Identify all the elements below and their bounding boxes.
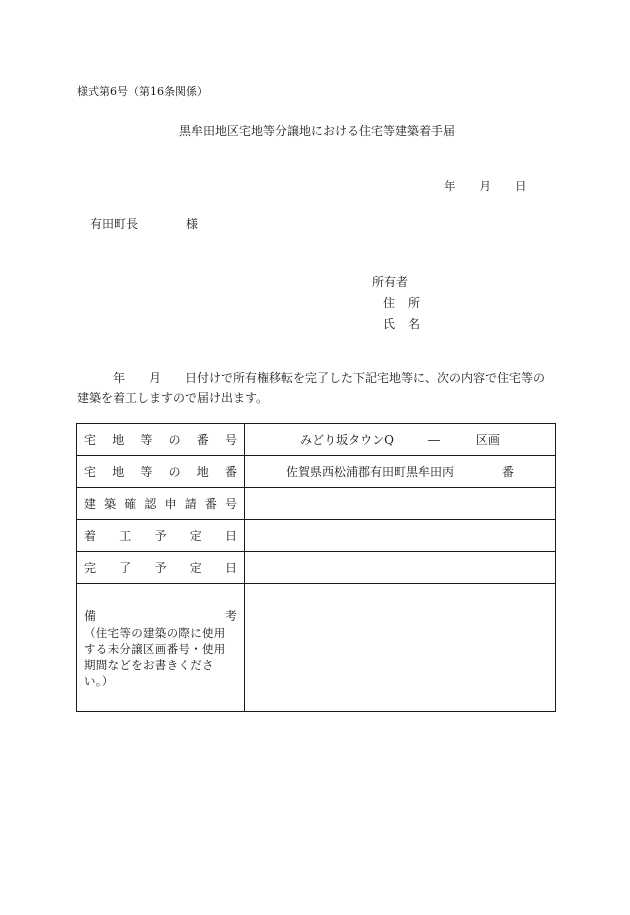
date-year: 年 [444,179,456,193]
owner-block [372,276,420,339]
table-row-remarks [77,584,556,712]
lot-number-field[interactable]: みどり坂タウンQ ― 区画 [245,424,556,456]
body-sentence: 日付けで所有権移転を完了した下記宅地等に、次の内容で住宅等の建築を着工しますので届け出ます。 [77,371,546,405]
row-label: 建 築 確 認 申 請 番 号 [77,488,245,520]
date-day: 日 [515,179,527,193]
date-month: 月 [479,179,491,193]
permit-number-field[interactable] [245,488,556,520]
row-label: 宅 地 等 の 番 号 [77,424,245,456]
notification-table [76,423,556,712]
remarks-field[interactable] [245,584,556,712]
table-row [77,456,556,488]
remarks-label: 備 考 （住宅等の建築の際に使用する未分譲区画番号・使用期間などをお書きください。） [77,584,245,712]
body-text [77,368,555,408]
table-row [77,488,556,520]
owner-address: 住 所 [383,296,421,310]
table-row [77,424,556,456]
row-label: 着 工 予 定 日 [77,520,245,552]
remarks-note: （住宅等の建築の際に使用する未分譲区画番号・使用期間などをお書きください。） [84,626,226,688]
owner-name: 氏 名 [383,317,421,331]
lot-address-field[interactable]: 佐賀県西松浦郡有田町黒牟田丙 番 [245,456,556,488]
date-line [444,181,527,193]
addressee [90,218,198,230]
row-label: 宅 地 等 の 地 番 [77,456,245,488]
body-year: 年 [113,371,126,385]
table-row [77,520,556,552]
form-number: 様式第6号（第16条関係） [77,85,208,98]
owner-label: 所有者 [372,275,409,289]
completion-date-field[interactable] [245,552,556,584]
start-date-field[interactable] [245,520,556,552]
addressee-honorific: 様 [186,217,199,231]
addressee-name: 有田町長 [90,217,139,231]
table-row [77,552,556,584]
document-title: 黒牟田地区宅地等分譲地における住宅等建築着手届 [179,124,456,138]
body-month: 月 [149,371,162,385]
row-label: 完 了 予 定 日 [77,552,245,584]
